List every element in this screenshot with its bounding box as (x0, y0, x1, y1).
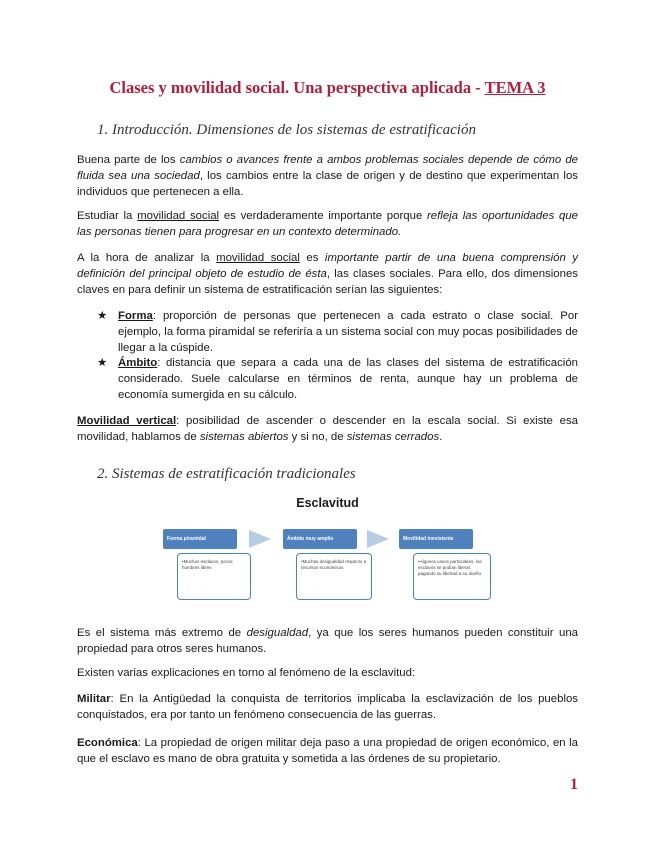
paragraph-8: Económica: La propiedad de origen militar deja paso a una propiedad de origen económico, en la que el esclavo es mano de obra gratuita y sometida a las órdenes de su propietario. (77, 737, 578, 765)
paragraph-4: Movilidad vertical: posibilidad de ascender o descender en la escala social. Si existe esa movilidad, hablamos de sistemas abiertos y si no, de sistemas cerrados. (77, 415, 578, 443)
diagram-box-2-body: •Muchas desigualdad respecto a recursos económicos (296, 553, 372, 600)
paragraph-3: A la hora de analizar la movilidad social es importante partir de una buena comprensión y definición del principal objeto de estudio de ésta, las clases sociales. Para ello, dos dimensiones claves en para definir un sistema de estratificación serían las siguientes: (77, 252, 578, 296)
diagram-title: Esclavitud (296, 496, 359, 510)
paragraph-6: Existen varias explicaciones en torno al fenómeno de la esclavitud: (77, 667, 416, 679)
title-topic: TEMA 3 (484, 78, 546, 97)
paragraph-5: Es el sistema más extremo de desigualdad, ya que los seres humanos pueden constituir una propiedad para otros seres humanos. (77, 627, 578, 655)
star-bullet-icon: ★ (97, 357, 108, 369)
paragraph-1: Buena parte de los cambios o avances frente a ambos problemas sociales depende de cómo de fluida sea una sociedad, los cambios entre la clase de origen y de destino que experimentan los individuos que pertenecen a ella. (77, 154, 578, 198)
title-main: Clases y movilidad social. Una perspectiva aplicada - (109, 78, 485, 97)
arrow-right-icon (249, 530, 271, 548)
bullet-forma: ★ Forma: proporción de personas que pertenecen a cada estrato o clase social. Por ejemplo, la forma piramidal se referiría a un sistema social con muy pocas posibilidades de llegar a la cúspide. (97, 310, 578, 354)
diagram-box-1-body: •Muchos esclavos, pocos hombres libres (177, 553, 251, 600)
page-number: 1 (570, 776, 578, 793)
diagram-box-3-header: Movilidad inexistente (399, 529, 473, 549)
esclavitud-diagram (163, 525, 493, 605)
diagram-box-3-body: •Algunos casos particulares, los esclavos se podían liberar pagando su libertad a su dueño (413, 553, 491, 600)
paragraph-7: Militar: En la Antigüedad la conquista de territorios implicaba la esclavización de los pueblos conquistados, era por tanto un fenómeno consecuencia de las guerras. (77, 693, 578, 721)
section1-heading: 1. Introducción. Dimensiones de los sistemas de estratificación (97, 122, 476, 138)
arrow-right-icon (367, 530, 389, 548)
diagram-box-1-header: Forma piramidal (163, 529, 237, 549)
bullet-ambito: ★ Ámbito: distancia que separa a cada una de las clases del sistema de estratificación considerado. Suele calcularse en términos de renta, aunque hay un problema de economía sumergida en su cálculo. (97, 357, 578, 401)
diagram-box-2-header: Ámbito muy amplio (283, 529, 357, 549)
paragraph-2: Estudiar la movilidad social es verdaderamente importante porque refleja las oportunidades que las personas tienen para progresar en un contexto determinado. (77, 210, 578, 238)
document-title (0, 78, 655, 98)
section2-heading: 2. Sistemas de estratificación tradicionales (97, 466, 356, 482)
star-bullet-icon: ★ (97, 310, 108, 322)
